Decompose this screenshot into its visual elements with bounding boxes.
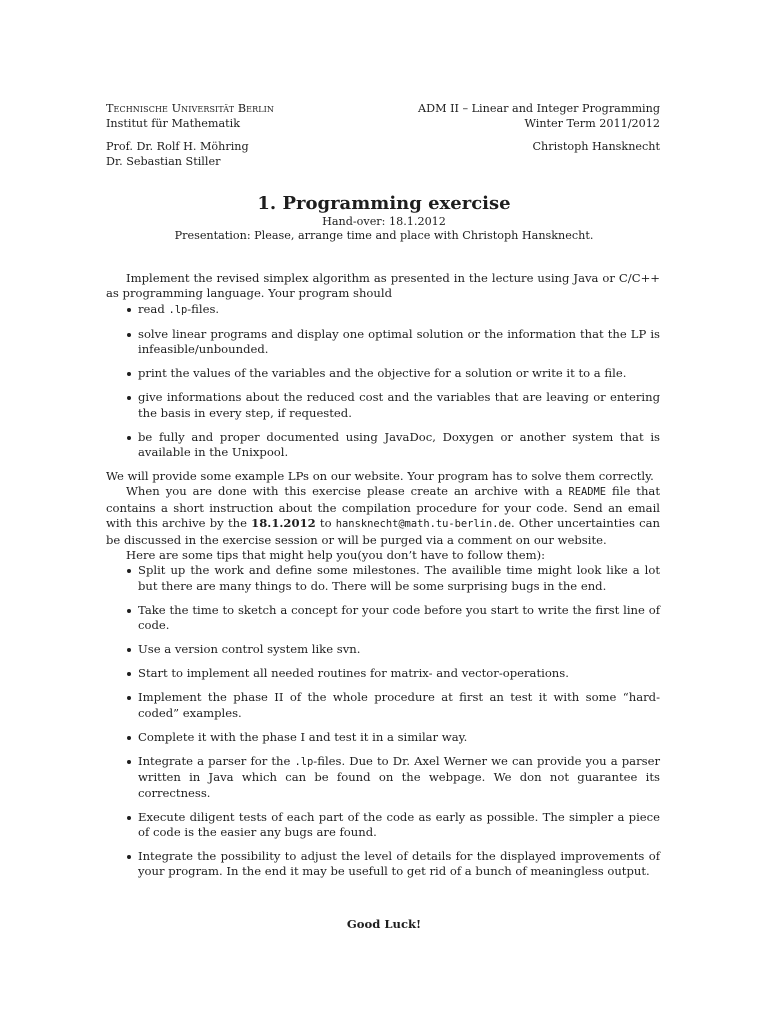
title-block (0, 193, 768, 243)
tip-item: Implement the phase II of the whole procedure at first an test it with some “hard-coded” examples. (106, 690, 660, 721)
tip-item: Complete it with the phase I and test it in a similar way. (106, 730, 660, 745)
handover-date: Hand-over: 18.1.2012 (322, 215, 446, 228)
assistant-name: Christoph Hansknecht (532, 140, 660, 153)
requirements-list (106, 302, 660, 461)
tip-text-end: -files. Due to Dr. Axel Werner we can provide you a parser written in Java which can be found on the webpage. We don not guarantee its correctness. (138, 753, 660, 800)
doctor-name: Dr. Sebastian Stiller (106, 155, 221, 168)
submission-text: . Other uncertainties can be discussed in the exercise session or will be purged via a comment on our website. (106, 516, 660, 547)
requirement-item: print the values of the variables and the objective for a solution or write it to a file. (106, 366, 660, 381)
submission-text: to (315, 516, 336, 531)
header-left-top (106, 101, 274, 131)
paragraph-examples: We will provide some example LPs on our website. Your program has to solve them correctly. (106, 469, 654, 484)
submission-text: file that contains a short instruction about the compilation procedure for your code. Send an email with this archive by the (106, 484, 660, 531)
submission-text: When you are done with this exercise please create an archive with a (126, 484, 569, 499)
body-text (106, 271, 660, 888)
paragraph-tips-intro: Here are some tips that might help you(you don’t have to follow them): (126, 548, 545, 563)
professor-name: Prof. Dr. Rolf H. Möhring (106, 140, 249, 153)
code-lp: .lp (168, 303, 188, 316)
requirement-item (106, 302, 660, 318)
term-name: Winter Term 2011/2012 (524, 117, 660, 130)
intro-paragraph: Implement the revised simplex algorithm as presented in the lecture using Java or C/C++ as programming language. Your program should (106, 271, 660, 301)
page-title: 1. Programming exercise (257, 193, 511, 214)
code-lp: .lp (294, 755, 314, 768)
closing-text: Good Luck! (346, 917, 422, 931)
tip-item (106, 754, 660, 801)
institute-name: Institut für Mathematik (106, 117, 241, 130)
requirement-text: read (138, 301, 169, 316)
course-name: ADM II – Linear and Integer Programming (418, 102, 660, 115)
tips-list (106, 563, 660, 879)
tip-item: Take the time to sketch a concept for your code before you start to write the first line of code. (106, 603, 660, 634)
presentation-note: Presentation: Please, arrange time and place with Christoph Hansknecht. (174, 229, 594, 242)
tip-item: Execute diligent tests of each part of the code as early as possible. The simpler a piece of code is the easier any bugs are found. (106, 810, 660, 841)
deadline-date: 18.1.2012 (251, 516, 316, 531)
requirement-text-end: -files. (187, 301, 220, 316)
requirement-item: be fully and proper documented using JavaDoc, Doxygen or another system that is available in the Unixpool. (106, 430, 660, 461)
tip-item: Start to implement all needed routines for matrix- and vector-operations. (106, 666, 660, 681)
email-address: hansknecht@math.tu-berlin.de (335, 518, 511, 531)
tip-item: Split up the work and define some milestones. The availible time might look like a lot but there are many things to do. There will be some surprising bugs in the end. (106, 563, 660, 594)
header-right-top (418, 101, 660, 131)
requirement-item: give informations about the reduced cost and the variables that are leaving or entering the basis in every step, if requested. (106, 390, 660, 421)
tip-item: Use a version control system like svn. (106, 642, 660, 657)
paragraph-submission (106, 484, 660, 548)
tip-text: Integrate a parser for the (138, 753, 295, 768)
header-left-bottom (106, 139, 249, 169)
tip-item: Integrate the possibility to adjust the level of details for the displayed improvements of your program. In the end it may be usefull to get rid of a bunch of meaningless output. (106, 849, 660, 880)
readme-code: README (568, 486, 607, 499)
requirement-item: solve linear programs and display one optimal solution or the information that the LP is infeasible/unbounded. (106, 327, 660, 358)
university-name: Technische Universität Berlin (106, 102, 274, 115)
header-right-bottom (532, 139, 660, 154)
